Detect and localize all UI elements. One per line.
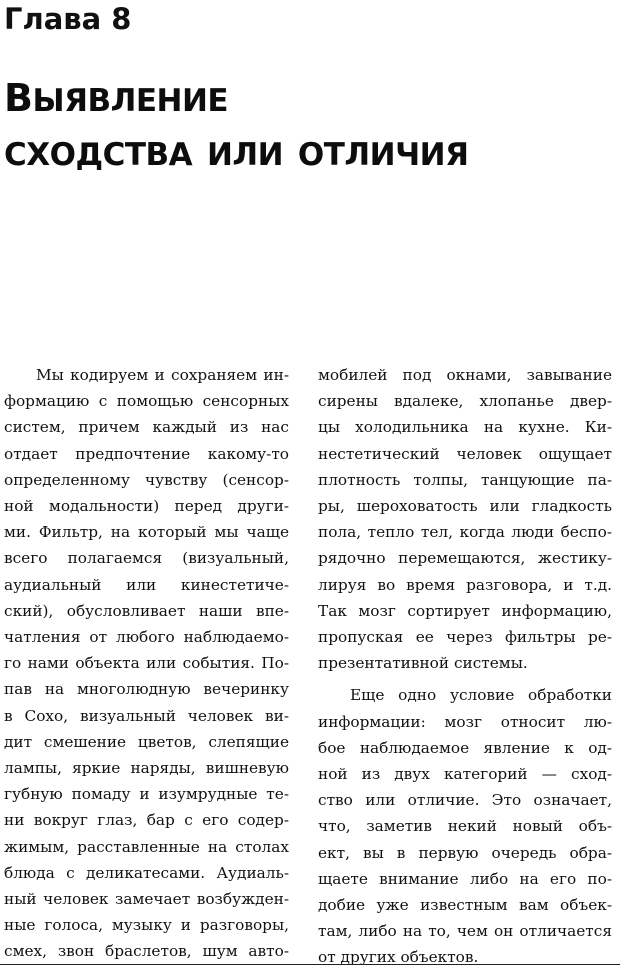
text-line: пав на многолюдную вечеринку <box>4 680 289 699</box>
text-line: отдает предпочтение какому-то <box>4 444 289 463</box>
text-line: го нами объекта или события. По- <box>4 654 289 673</box>
text-line: ные голоса, музыку и разговоры, <box>4 916 289 935</box>
text-line: пропуская ее через фильтры ре- <box>318 628 612 647</box>
paragraph-2 <box>318 682 612 970</box>
text-line: губную помаду и изумрудные те- <box>4 785 289 804</box>
text-line: ной из двух категорий — сход- <box>318 765 612 784</box>
text-line: рядочно перемещаются, жестику- <box>318 549 612 568</box>
text-line: презентативной системы. <box>318 654 528 673</box>
text-line: от других объектов. <box>318 948 479 967</box>
text-line: ный человек замечает возбужден- <box>4 890 289 909</box>
chapter-label: Глава 8 <box>4 2 132 36</box>
text-line: ры, шероховатость или гладкость <box>318 497 612 516</box>
text-line: ми. Фильтр, на который мы чаще <box>4 523 289 542</box>
text-line: информации: мозг относит лю- <box>318 712 612 731</box>
text-line: плотность толпы, танцующие па- <box>318 470 612 489</box>
text-line: ни вокруг глаз, бар с его содер- <box>4 811 289 830</box>
text-line: бое наблюдаемое явление к од- <box>318 738 612 757</box>
text-line: смех, звон браслетов, шум авто- <box>4 942 289 961</box>
chapter-title-line-1: выявление <box>4 61 229 124</box>
text-line: лируя во время разговора, и т.д. <box>318 575 612 594</box>
left-column <box>4 362 289 965</box>
text-line: там, либо на то, чем он отличается <box>318 922 612 941</box>
text-line: нестетический человек ощущает <box>318 444 612 463</box>
text-line: ект, вы в первую очередь обра- <box>318 843 612 862</box>
text-line: всего полагаемся (визуальный, <box>4 549 289 568</box>
page-bottom-rule <box>0 964 620 965</box>
text-line: что, заметив некий новый объ- <box>318 817 612 836</box>
text-line: Еще одно условие обработки <box>350 686 612 705</box>
text-line: ство или отличие. Это означает, <box>318 791 612 810</box>
text-line: цы холодильника на кухне. Ки- <box>318 418 612 437</box>
text-line: Мы кодируем и сохраняем ин- <box>36 366 289 384</box>
text-line: систем, причем каждый из нас <box>4 418 289 437</box>
right-column <box>318 362 612 971</box>
text-line: ной модальности) перед други- <box>4 497 289 516</box>
text-line: жимым, расставленные на столах <box>4 837 289 856</box>
text-line: лампы, яркие наряды, вишневую <box>4 759 289 778</box>
chapter-title <box>4 61 469 178</box>
text-line: сирены вдалеке, хлопанье двер- <box>318 392 612 411</box>
text-line: Так мозг сортирует информацию, <box>318 601 612 620</box>
paragraph-1-continuation <box>318 362 612 676</box>
text-line: щаете внимание либо на его по- <box>318 869 612 888</box>
text-line: чатления от любого наблюдаемо- <box>4 628 289 647</box>
text-line: в Сохо, визуальный человек ви- <box>4 706 289 725</box>
text-line: блюда с деликатесами. Аудиаль- <box>4 863 289 882</box>
text-line: формацию с помощью сенсорных <box>4 392 289 411</box>
text-line: добие уже известным вам объек- <box>318 896 612 915</box>
text-line: ский), обусловливает наши впе- <box>4 601 289 620</box>
text-line: дит смешение цветов, слепящие <box>4 732 289 751</box>
text-line: аудиальный или кинестетиче- <box>4 575 289 594</box>
text-line: пола, тепло тел, когда люди беспо- <box>318 523 612 542</box>
text-line: мобилей под окнами, завывание <box>318 366 612 384</box>
chapter-title-line-2: сходства или отличия <box>4 125 469 176</box>
text-line: определенному чувству (сенсор- <box>4 470 289 489</box>
